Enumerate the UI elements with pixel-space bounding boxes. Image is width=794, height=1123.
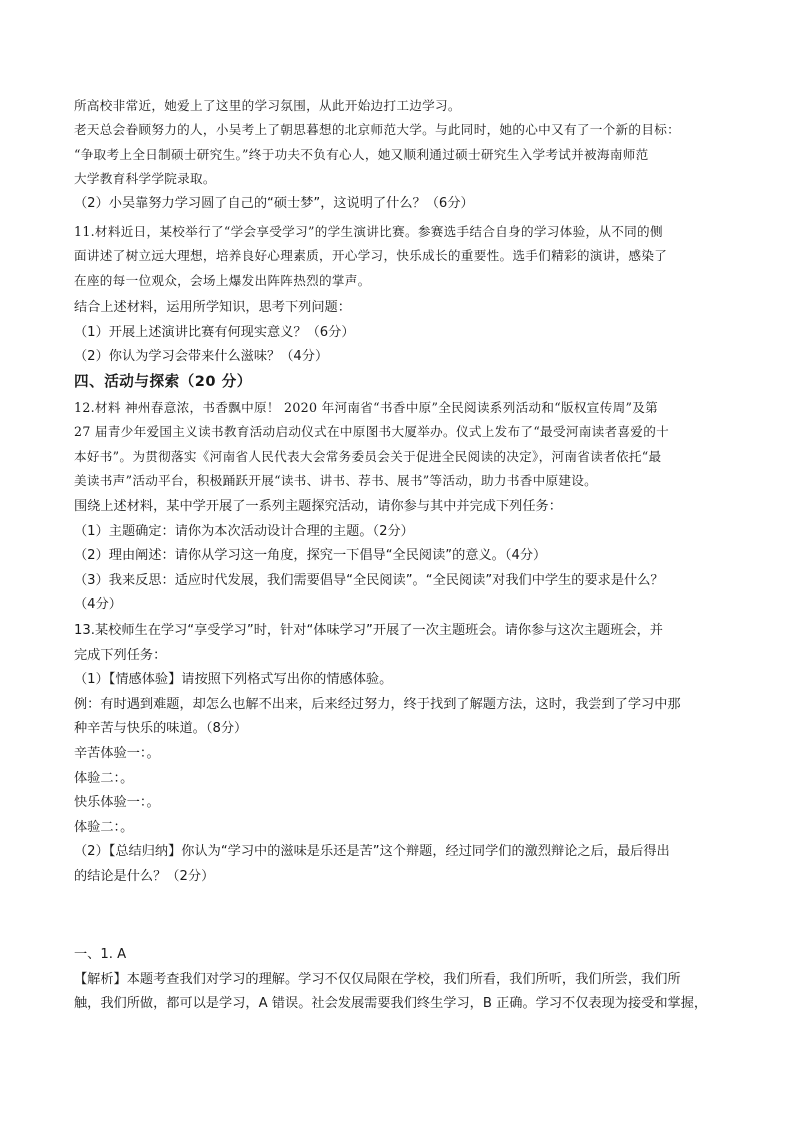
- material-line: 老天总会眷顾努力的人，小吴考上了朝思暮想的北京师范大学。与此同时，她的心中又有了一个新的目标：: [74, 122, 681, 138]
- material-line: 面讲述了树立远大理想，培养良好心理素质，开心学习，快乐成长的重要性。选手们精彩的演讲，感染了: [74, 248, 668, 264]
- question-text: （4分）: [74, 597, 122, 613]
- material-line: 12.材料 神州春意浓，书香飘中原！ 2020 年河南省“书香中原”全民阅读系列活动和“版权宣传周”及第: [74, 400, 659, 415]
- answer-section: [74, 943, 734, 1017]
- material-line: 美读书声”活动平台，积极踊跃开展“读书、讲书、荐书、展书”等活动，助力书香中原建设。: [74, 473, 598, 489]
- analysis-text: 触，我们所做，都可以是学习，A 错误。社会发展需要我们终生学习，B 正确。学习不仅表现为接受和掌握，: [74, 996, 708, 1012]
- question-text: 的结论是什么？（2分）: [74, 868, 215, 884]
- analysis-text: 【解析】本题考查我们对学习的理解。学习不仅仅局限在学校，我们所看，我们所听，我们所尝，我们所: [74, 971, 681, 987]
- answer-blank: 体验二：。: [74, 770, 134, 786]
- answer-blank: 辛苦体验一：。: [74, 745, 160, 761]
- material-line: 所高校非常近，她爱上了这里的学习氛围，从此开始边打工边学习。: [74, 98, 461, 113]
- answer-blank: 体验二：。: [74, 819, 134, 835]
- question-text: （1）主题确定：请你为本次活动设计合理的主题。（2分）: [74, 523, 414, 539]
- material-line: 11.材料近日，某校举行了“学会享受学习”的学生演讲比赛。参赛选手结合自身的学习体验，从不同的侧: [74, 224, 663, 239]
- material-tail: [74, 94, 734, 192]
- example-text: 例：有时遇到难题，却怎么也解不出来，后来经过努力，终于找到了解题方法，这时，我尝到了学习中那: [74, 696, 681, 712]
- question-text: （1）【情感体验】请按照下列格式写出你的情感体验。: [74, 672, 393, 688]
- question-11-questions: [74, 296, 734, 370]
- question-text: （2）【总结归纳】你认为“学习中的滋味是乐还是苦”这个辩题，经过同学们的激烈辩论之后，最后得出: [74, 844, 670, 860]
- question-10-2: [74, 192, 734, 217]
- question-12-tasks: [74, 495, 734, 618]
- example-text: 种辛苦与快乐的味道。（8分）: [74, 721, 248, 737]
- question-text: （3）我来反思：适应时代发展，我们需要倡导“全民阅读”。“全民阅读”对我们中学生的要求是什么？: [74, 572, 664, 588]
- question-text: （2）你认为学习会带来什么滋味？（4分）: [74, 349, 329, 365]
- material-line: 本好书”。为贯彻落实《河南省人民代表大会常务委员会关于促进全民阅读的决定》，河南省读者依托“最: [74, 448, 662, 464]
- question-11-material: [74, 220, 734, 293]
- material-line: 大学教育科学学院录取。: [74, 171, 216, 187]
- question-text: （1）开展上述演讲比赛有何现实意义？（6分）: [74, 324, 355, 340]
- material-line: “争取考上全日制硕士研究生。”终于功夫不负有心人，她又顺利通过硕士研究生入学考试并被海南师范: [74, 146, 649, 162]
- question-text: （2）小吴靠努力学习圆了自己的“硕士梦”，这说明了什么？（6分）: [74, 196, 474, 211]
- material-line: 在座的每一位观众，会场上爆发出阵阵热烈的掌声。: [74, 272, 371, 288]
- section-heading: 四、活动与探索（20 分）: [74, 373, 252, 390]
- question-text: 完成下列任务：: [74, 647, 167, 663]
- question-text: 13.某校师生在学习“享受学习”时，针对“体味学习”开展了一次主题班会。请你参与这次主题班会，并: [74, 623, 663, 638]
- question-prompt: 结合上述材料，运用所学知识，思考下列问题：: [74, 300, 351, 315]
- material-line: 27 届青少年爱国主义读书教育活动启动仪式在中原图书大厦举办。仪式上发布了“最受河南读者喜爱的十: [74, 424, 669, 440]
- question-13: [74, 619, 734, 890]
- answer-blank: 快乐体验一：。: [74, 795, 160, 811]
- question-text: （2）理由阐述：请你从学习这一角度，探究一下倡导“全民阅读”的意义。（4分）: [74, 548, 547, 564]
- question-12-material: [74, 396, 734, 494]
- answer-number: 一、1. A: [74, 947, 127, 962]
- question-prompt: 围绕上述材料，某中学开展了一系列主题探究活动，请你参与其中并完成下列任务：: [74, 499, 562, 514]
